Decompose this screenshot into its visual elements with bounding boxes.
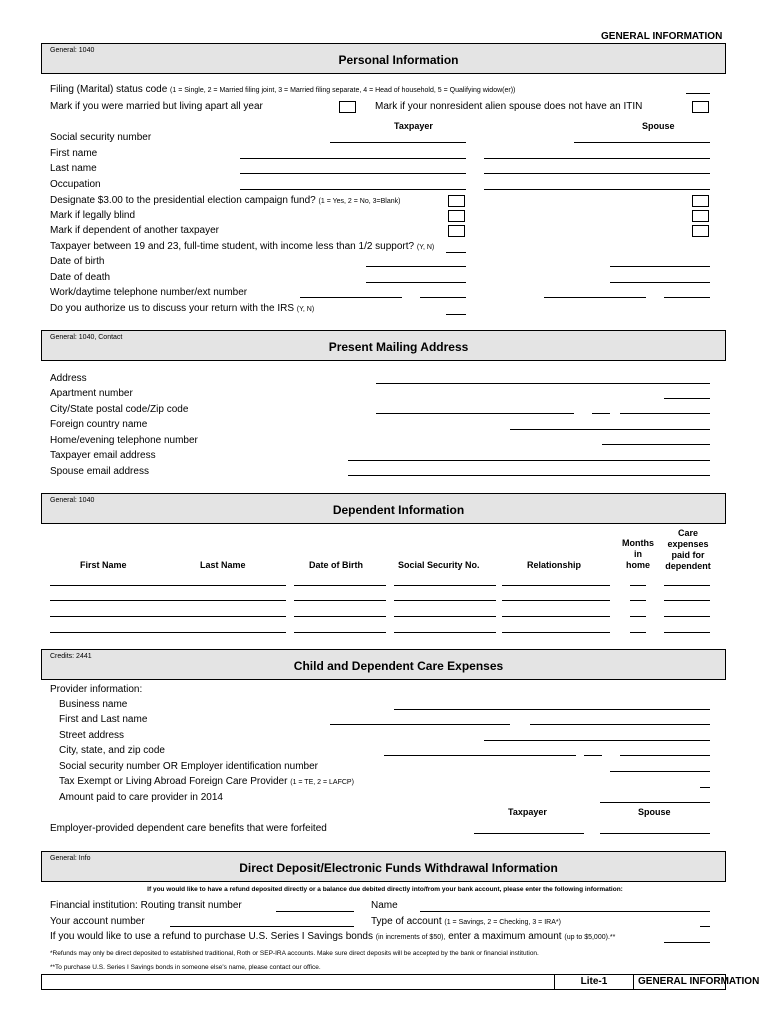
exempt-note: (1 = TE, 2 = LAFCP)	[290, 779, 354, 786]
section-title: Child and Dependent Care Expenses	[293, 659, 504, 673]
care-column-header: Care expenses paid for dependent	[665, 528, 711, 571]
amount-label: Amount paid to care provider in 2014	[59, 792, 223, 803]
spouse-first-name-field[interactable]	[484, 158, 710, 159]
spouse-work-ext-field[interactable]	[664, 297, 710, 298]
taxpayer-first-name-field[interactable]	[240, 158, 466, 159]
taxpayer-last-name-field[interactable]	[240, 173, 466, 174]
irs-field[interactable]	[446, 314, 466, 315]
dependent-care-expenses-field[interactable]	[664, 585, 710, 586]
footer-label: GENERAL INFORMATION	[638, 976, 760, 987]
section-title: Present Mailing Address	[328, 340, 469, 354]
section-code: General: 1040	[50, 497, 95, 504]
dependent-first-name-field[interactable]	[50, 600, 286, 601]
nonresident-label: Mark if your nonresident alien spouse does not have an ITIN	[375, 101, 643, 112]
dependent-first-name-field[interactable]	[50, 632, 286, 633]
city-label: City/State postal code/Zip code	[50, 404, 189, 415]
apartment-field[interactable]	[664, 398, 710, 399]
campaign-note: (1 = Yes, 2 = No, 3=Blank)	[318, 198, 401, 205]
irs-note: (Y, N)	[296, 306, 315, 313]
account-label: Your account number	[50, 916, 145, 927]
personal-section-header	[41, 43, 726, 74]
months-column-header: Months in home	[622, 538, 654, 570]
dependent-last-name-field[interactable]	[294, 632, 386, 633]
section-title: Dependent Information	[332, 503, 465, 517]
city-field[interactable]	[376, 413, 574, 414]
dod-label: Date of death	[50, 272, 111, 283]
ssn-label: Social security number	[50, 132, 152, 143]
dependent-dob-field[interactable]	[394, 585, 496, 586]
home-phone-label: Home/evening telephone number	[50, 435, 198, 446]
taxpayer-email-field[interactable]	[348, 460, 710, 461]
section-code: Credits: 2441	[50, 653, 92, 660]
blind-label: Mark if legally blind	[50, 210, 136, 221]
street-field[interactable]	[484, 740, 710, 741]
dependent-care-expenses-field[interactable]	[664, 632, 710, 633]
student-note: (Y, N)	[416, 244, 435, 251]
address-field[interactable]	[376, 383, 710, 384]
bonds-row	[50, 931, 615, 942]
irs-row	[50, 303, 314, 314]
country-label: Foreign country name	[50, 419, 148, 430]
bank-name-field[interactable]	[420, 911, 710, 912]
exempt-field[interactable]	[700, 787, 710, 788]
section-code: General: 1040, Contact	[50, 334, 123, 341]
dependent-months-field[interactable]	[630, 616, 646, 617]
provider-first-name-field[interactable]	[330, 724, 510, 725]
dependent-months-field[interactable]	[630, 600, 646, 601]
spouse-dob-field[interactable]	[610, 266, 710, 267]
account-type-field[interactable]	[700, 926, 710, 927]
dependent-last-name-field[interactable]	[294, 616, 386, 617]
last-name-label: Last name	[50, 163, 97, 174]
section-code: General: 1040	[50, 47, 95, 54]
bonds-increment-note: (in increments of $50),	[375, 934, 446, 941]
forfeited-label: Employer-provided dependent care benefits that were forfeited	[50, 823, 327, 834]
campaign-row	[50, 195, 400, 206]
filing-status-field[interactable]	[686, 93, 710, 94]
street-label: Street address	[59, 730, 125, 741]
taxpayer-email-label: Taxpayer email address	[50, 450, 156, 461]
care-taxpayer-header: Taxpayer	[508, 807, 547, 817]
spouse-campaign-box[interactable]	[692, 195, 709, 207]
last-name-column-header: Last Name	[200, 560, 246, 570]
taxpayer-blind-checkbox[interactable]	[448, 210, 465, 222]
first-name-label: First name	[50, 148, 98, 159]
filing-status-label: Filing (Marital) status code	[50, 84, 168, 95]
bank-name-label: Name	[371, 900, 398, 911]
deposit-section-header	[41, 851, 726, 882]
exempt-label: Tax Exempt or Living Abroad Foreign Care Provider	[59, 776, 288, 787]
page-number: Lite-1	[554, 975, 634, 989]
spouse-email-label: Spouse email address	[50, 466, 149, 477]
student-label: Taxpayer between 19 and 23, full-time student, with income less than 1/2 support?	[50, 241, 415, 252]
spouse-dod-field[interactable]	[610, 282, 710, 283]
provider-name-label: First and Last name	[59, 714, 148, 725]
married-apart-checkbox[interactable]	[339, 101, 356, 113]
dependent-care-expenses-field[interactable]	[664, 600, 710, 601]
state-field[interactable]	[592, 413, 610, 414]
amount-field[interactable]	[600, 802, 710, 803]
spouse-occupation-field[interactable]	[484, 189, 710, 190]
dependent-months-field[interactable]	[630, 632, 646, 633]
dob-column-header: Date of Birth	[309, 560, 363, 570]
bonds-limit-note: (up to $5,000).**	[564, 934, 616, 941]
dob-label: Date of birth	[50, 256, 105, 267]
spouse-email-field[interactable]	[348, 475, 710, 476]
dependent-section-header	[41, 493, 726, 524]
taxpayer-campaign-box[interactable]	[448, 195, 465, 207]
taxpayer-occupation-field[interactable]	[240, 189, 466, 190]
apartment-label: Apartment number	[50, 388, 133, 399]
account-type-label: Type of account	[371, 916, 442, 927]
account-field[interactable]	[170, 926, 354, 927]
business-name-label: Business name	[59, 699, 128, 710]
footnote-ira: *Refunds may only be direct deposited to established traditional, Roth or SEP-IRA accounts. Make sure direct deposits will be accepted by the bank or financial institution.	[50, 950, 539, 957]
bonds-max-label: enter a maximum amount	[448, 931, 562, 942]
dependent-care-expenses-field[interactable]	[664, 616, 710, 617]
dependent-relationship-field[interactable]	[502, 600, 610, 601]
spouse-work-phone-field[interactable]	[544, 297, 646, 298]
dependent-first-name-field[interactable]	[50, 585, 286, 586]
dependent-relationship-field[interactable]	[502, 632, 610, 633]
spouse-dependent-checkbox[interactable]	[692, 225, 709, 237]
spouse-column-header: Spouse	[642, 121, 675, 131]
bonds-amount-field[interactable]	[664, 942, 710, 943]
section-title: Personal Information	[338, 53, 459, 67]
home-phone-field[interactable]	[602, 444, 710, 445]
exempt-row	[59, 776, 354, 787]
irs-label: Do you authorize us to discuss your return with the IRS	[50, 303, 295, 314]
taxpayer-forfeited-field[interactable]	[474, 833, 584, 834]
taxpayer-ssn-field[interactable]	[330, 142, 466, 143]
dependent-label: Mark if dependent of another taxpayer	[50, 225, 219, 236]
footer-bar	[41, 974, 760, 990]
provider-info-label: Provider information:	[50, 684, 143, 695]
provider-ssn-field[interactable]	[610, 771, 710, 772]
provider-city-label: City, state, and zip code	[59, 745, 165, 756]
bonds-label: If you would like to use a refund to purchase U.S. Series I Savings bonds	[50, 931, 373, 942]
spouse-ssn-field[interactable]	[574, 142, 710, 143]
filing-status-row	[50, 84, 515, 95]
top-header-label: GENERAL INFORMATION	[601, 31, 723, 42]
dependent-relationship-field[interactable]	[502, 616, 610, 617]
section-code: General: Info	[50, 855, 91, 862]
dependent-months-field[interactable]	[630, 585, 646, 586]
campaign-label: Designate $3.00 to the presidential election campaign fund?	[50, 195, 316, 206]
dependent-relationship-field[interactable]	[502, 585, 610, 586]
mailing-section-header	[41, 330, 726, 361]
ssn-column-header: Social Security No.	[398, 560, 480, 570]
married-apart-label: Mark if you were married but living apart all year	[50, 101, 263, 112]
dependent-dob-field[interactable]	[394, 600, 496, 601]
provider-zip-field[interactable]	[620, 755, 710, 756]
taxpayer-work-phone-field[interactable]	[300, 297, 402, 298]
taxpayer-dependent-checkbox[interactable]	[448, 225, 465, 237]
section-title: Direct Deposit/Electronic Funds Withdrawal Information	[239, 861, 558, 875]
dependent-last-name-field[interactable]	[294, 585, 386, 586]
spouse-blind-checkbox[interactable]	[692, 210, 709, 222]
account-type-note: (1 = Savings, 2 = Checking, 3 = IRA*)	[444, 919, 561, 926]
dependent-first-name-field[interactable]	[50, 616, 286, 617]
care-section-header	[41, 649, 726, 680]
zip-field[interactable]	[620, 413, 710, 414]
spouse-last-name-field[interactable]	[484, 173, 710, 174]
account-type-row	[371, 916, 561, 927]
taxpayer-work-ext-field[interactable]	[420, 297, 466, 298]
care-spouse-header: Spouse	[638, 807, 671, 817]
address-label: Address	[50, 373, 87, 384]
student-field[interactable]	[446, 252, 466, 253]
work-phone-label: Work/daytime telephone number/ext number	[50, 287, 248, 298]
deposit-intro: If you would like to have a refund deposited directly or a balance due debited directly into/from your bank account, please enter the following information:	[147, 886, 623, 893]
taxpayer-column-header: Taxpayer	[394, 121, 433, 131]
dependent-dob-field[interactable]	[394, 632, 496, 633]
business-name-field[interactable]	[394, 709, 710, 710]
provider-ssn-label: Social security number OR Employer identification number	[59, 761, 318, 772]
routing-field[interactable]	[276, 911, 354, 912]
first-name-column-header: First Name	[80, 560, 127, 570]
provider-state-field[interactable]	[584, 755, 602, 756]
provider-last-name-field[interactable]	[530, 724, 710, 725]
provider-city-field[interactable]	[384, 755, 576, 756]
nonresident-checkbox[interactable]	[692, 101, 709, 113]
student-row	[50, 241, 434, 252]
country-field[interactable]	[510, 429, 710, 430]
taxpayer-dob-field[interactable]	[366, 266, 466, 267]
dependent-dob-field[interactable]	[394, 616, 496, 617]
taxpayer-dod-field[interactable]	[366, 282, 466, 283]
occupation-label: Occupation	[50, 179, 101, 190]
dependent-last-name-field[interactable]	[294, 600, 386, 601]
filing-status-options: (1 = Single, 2 = Married filing joint, 3 = Married filing separate, 4 = Head of household, 5 = Qualifying widow(er))	[170, 87, 516, 94]
routing-label: Financial institution: Routing transit number	[50, 900, 242, 911]
footnote-bonds: **To purchase U.S. Series I Savings bonds in someone else's name, please contact our office.	[50, 964, 321, 971]
relationship-column-header: Relationship	[527, 560, 582, 570]
spouse-forfeited-field[interactable]	[600, 833, 710, 834]
